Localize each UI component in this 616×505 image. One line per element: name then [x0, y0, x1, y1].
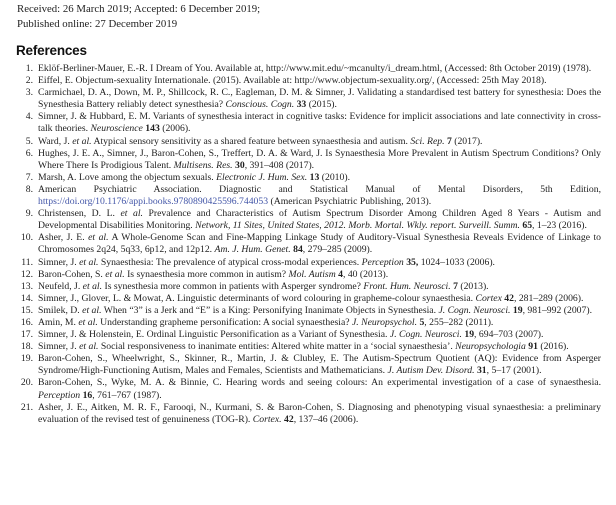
text-segment: Front. Hum. Neurosci. [363, 280, 451, 292]
text-segment: Eiffel, E. Objectum-sexuality Internationale. (2015). Available at: http://www.objectum-sexuality.org/, (Accessed: 25th May 2018). [38, 75, 547, 87]
text-segment: et al. [79, 341, 99, 353]
reference-number: 14. [20, 292, 33, 304]
text-segment: 30 [235, 159, 245, 171]
text-segment: , 694–703 (2007). [474, 329, 544, 341]
reference-item [17, 269, 601, 281]
text-segment: (2016). [537, 341, 569, 353]
text-segment: , 761–767 (1987). [92, 389, 162, 401]
reference-text [38, 377, 601, 401]
reference-number: 7. [25, 171, 33, 183]
text-segment: (American Psychiatric Publishing, 2013). [268, 196, 432, 208]
text-segment: Eklöf-Berliner-Mauer, E.-R. I Dream of You. Available at, http://www.mit.edu/~mcanulty/i_dream.html, (Accessed: 8th October 2019) (1978). [38, 63, 592, 74]
text-segment: Marsh, A. Love among the objectum sexuals. [38, 171, 217, 183]
text-segment: et al. [79, 256, 99, 268]
reference-item [17, 87, 601, 111]
reference-text [38, 353, 601, 377]
text-segment: et al. [78, 316, 98, 328]
text-segment: (2010). [319, 171, 350, 183]
reference-text [38, 329, 601, 341]
text-segment: Simner, J. & Holenstein, E. Ordinal Linguistic Personification as a Variant of Synesthesia. [38, 329, 390, 341]
text-segment: Asher, J. E. [38, 232, 89, 244]
text-segment: et al. [120, 208, 143, 220]
reference-item [17, 75, 601, 87]
text-segment: Social responsiveness to inanimate entities: Altered white matter in a ‘social synaesthesia’. [98, 341, 456, 353]
reference-number: 2. [25, 75, 33, 87]
reference-item [17, 317, 601, 329]
text-segment: Neuropsychologia [455, 341, 526, 353]
reference-number: 8. [25, 183, 33, 195]
reference-number: 12. [20, 268, 33, 280]
text-segment: Network, 11 Sites, United States, 2012. Morb. Mortal. Wkly. report. Surveill. Summ. [195, 220, 520, 232]
text-segment: J. Cogn. Neurosci. [389, 329, 462, 341]
reference-number: 21. [20, 401, 33, 413]
reference-text [38, 317, 601, 329]
reference-number: 19. [20, 353, 33, 365]
text-segment: 42 [284, 413, 294, 425]
reference-text [38, 281, 601, 293]
text-segment: 65 [522, 220, 533, 232]
text-segment: Cortex. [252, 413, 282, 425]
text-segment: Hughes, J. E. A., Simner, J., Baron-Cohen, S., Treffert, D. A. & Ward, J. Is Synaesthesia More Prevalent in Autism Spectrum Conditions? Only Where There Is Prodigious Talent. [38, 147, 601, 171]
text-segment: , 391–408 (2017). [244, 159, 315, 171]
text-segment: 31 [476, 365, 487, 377]
text-segment: J. Autism Dev. Disord. [387, 365, 475, 377]
text-segment: , 40 (2013). [342, 268, 389, 280]
reference-text [38, 341, 601, 353]
reference-item [17, 232, 601, 256]
text-segment: Conscious. Cogn. [225, 99, 295, 111]
reference-number: 4. [25, 111, 33, 123]
reference-item [17, 305, 601, 317]
doi-link[interactable]: https://doi.org/10.1176/appi.books.9780890425596.744053 [38, 196, 269, 208]
text-segment: et al. [105, 268, 125, 280]
reference-item [17, 341, 601, 353]
references-heading: References [16, 43, 87, 58]
reference-text [38, 257, 601, 269]
text-segment: Atypical sensory sensitivity as a shared feature between synaesthesia and autism. [91, 135, 411, 147]
reference-text [38, 402, 601, 426]
text-segment: Cortex [475, 292, 502, 304]
text-segment: , 1–23 (2016). [532, 220, 587, 232]
reference-text [38, 148, 601, 172]
text-segment: 19 [512, 304, 523, 316]
reference-number: 17. [20, 329, 33, 341]
reference-text [38, 111, 601, 135]
reference-item [17, 377, 601, 401]
reference-text [38, 208, 601, 232]
reference-item [17, 257, 601, 269]
text-segment: Smilek, D. [38, 304, 83, 316]
reference-number: 16. [20, 316, 33, 328]
text-segment: 16 [82, 389, 93, 401]
text-segment: Simner, J. [38, 341, 80, 353]
text-segment: Understanding grapheme personification: A social synaesthesia? [97, 316, 352, 328]
reference-number: 9. [25, 208, 33, 220]
text-segment: Electronic J. Hum. Sex. [216, 171, 308, 183]
reference-number: 1. [25, 63, 33, 74]
text-segment: , 279–285 (2009). [302, 244, 373, 256]
reference-item [17, 136, 601, 148]
text-segment: Mol. Autism [288, 268, 336, 280]
reference-item [17, 111, 601, 135]
text-segment: Carmichael, D. A., Down, M. P., Shillcock, R. C., Eagleman, D. M. & Simner, J. Validating a standardised test battery for synesthesia: Does the Synesthesia Battery reliably detect synesthesia? [38, 87, 601, 111]
text-segment: 91 [528, 341, 538, 353]
reference-text [38, 63, 601, 75]
text-segment: 33 [296, 99, 307, 111]
reference-number: 10. [20, 232, 33, 244]
reference-item [17, 172, 601, 184]
text-segment: American Psychiatric Association. Diagnostic and Statistical Manual of Mental Disorders, 5th Edition, [38, 183, 601, 195]
reference-text [38, 75, 601, 87]
reference-item [17, 353, 601, 377]
reference-number: 5. [25, 135, 33, 147]
reference-number: 11. [21, 256, 33, 268]
text-segment: Neufeld, J. [38, 280, 83, 292]
text-segment: Simner, J. & Hubbard, E. M. Variants of synesthesia interact in cognitive tasks: Evidence for implicit associations and late connectivity in cross-talk theories. [38, 111, 601, 135]
reference-item [17, 293, 601, 305]
text-segment: Multisens. Res. [173, 159, 233, 171]
text-segment: et al. [82, 280, 103, 292]
reference-number: 6. [25, 147, 33, 159]
text-segment: Amin, M. [38, 316, 79, 328]
text-segment: Sci. Rep. [410, 135, 445, 147]
text-segment: 143 [145, 123, 160, 135]
reference-item [17, 329, 601, 341]
text-segment: Simner, J., Glover, L. & Mowat, A. Linguistic determinants of word colouring in grapheme-colour synaesthesia. [38, 292, 476, 304]
text-segment: Perception [361, 256, 404, 268]
reference-number: 15. [20, 304, 33, 316]
published-online-line: Published online: 27 December 2019 [17, 18, 178, 30]
text-segment: (2017). [451, 135, 483, 147]
reference-item [17, 184, 601, 208]
text-segment: Baron-Cohen, S., Wyke, M. A. & Binnie, C. Hearing words and seeing colours: An experimental investigation of a case of synaesthesia. [38, 377, 601, 389]
text-segment: , 5–17 (2001). [486, 365, 542, 377]
reference-text [38, 293, 601, 305]
text-segment: 35, [406, 256, 419, 268]
text-segment: 7 [446, 135, 452, 147]
text-segment: , 281–289 (2006). [513, 292, 584, 304]
text-segment: 5 [419, 316, 425, 328]
text-segment: (2013). [457, 280, 489, 292]
text-segment: Prevalence and Characteristics of Autism Spectrum Disorder Among Children Aged 8 Years - Autism and Developmental Disabilities Monitoring. [38, 208, 601, 232]
reference-text [38, 172, 601, 184]
text-segment: Synaesthesia: The prevalence of atypical cross-modal experiences. [98, 256, 362, 268]
reference-number: 13. [20, 280, 33, 292]
text-segment: Perception [38, 389, 81, 401]
reference-text [38, 87, 601, 111]
text-segment: 7 [453, 280, 458, 292]
reference-text [38, 184, 601, 208]
text-segment: Neuroscience [90, 123, 143, 135]
reference-item [17, 208, 601, 232]
text-segment: , 137–46 (2006). [293, 413, 359, 425]
reference-item [17, 281, 601, 293]
dates-block [17, 0, 600, 32]
text-segment: (2006). [159, 123, 191, 135]
text-segment: 42 [504, 292, 514, 304]
text-segment: Ward, J. [38, 135, 73, 147]
text-segment: Baron-Cohen, S. [38, 268, 106, 280]
text-segment: 13 [309, 171, 320, 183]
reference-text [38, 136, 601, 148]
text-segment: 84 [293, 244, 303, 256]
text-segment: When “3” is a Jerk and “E” is a King: Personifying Inanimate Objects in Synesthesia. [101, 304, 439, 316]
text-segment: , 255–282 (2011). [424, 316, 494, 328]
reference-text [38, 269, 601, 281]
text-segment: 19 [464, 329, 475, 341]
reference-number: 3. [25, 87, 33, 99]
text-segment: , 981–992 (2007). [522, 304, 592, 316]
reference-item [17, 63, 601, 75]
text-segment: 4 [338, 268, 343, 280]
received-accepted-line: Received: 26 March 2019; Accepted: 6 December 2019; [17, 3, 261, 15]
reference-item [17, 402, 601, 426]
text-segment: 1024–1033 (2006). [418, 256, 495, 268]
text-segment: et al. [82, 304, 102, 316]
text-segment: Is synaesthesia more common in autism? [124, 268, 289, 280]
text-segment: et al. [72, 135, 92, 147]
text-segment: Am. J. Hum. Genet. [214, 244, 291, 256]
text-segment: Is synesthesia more common in patients with Asperger syndrome? [102, 280, 364, 292]
text-segment: A Whole-Genome Scan and Fine-Mapping Linkage Study of Auditory-Visual Synesthesia Reveals Evidence of Linkage to Chromosomes 2q24, 5q33, 6p12, and 12p12. [38, 232, 601, 256]
text-segment: Asher, J. E., Aitken, M. R. F., Farooqi, N., Kurmani, S. & Baron-Cohen, S. Diagnosing and phenotyping visual synaesthesia: a preliminary evaluation of the revised test of genuineness (TOG-R). [38, 401, 601, 425]
text-segment: J. Neuropsychol. [351, 316, 418, 328]
text-segment: et al. [88, 232, 109, 244]
text-segment: Baron-Cohen, S., Wheelwright, S., Skinner, R., Martin, J. & Clubley, E. The Autism-Spectrum Quotient (AQ): Evidence from Asperger Syndrome/High-Functioning Autism, Males and Females, Scientists and Mathematicians. [38, 353, 601, 377]
text-segment: Christensen, D. L. [38, 208, 121, 220]
text-segment: J. Cogn. Neurosci. [438, 304, 511, 316]
text-segment: (2015). [306, 99, 337, 111]
text-segment: Simner, J. [38, 256, 80, 268]
reference-list [17, 63, 601, 426]
reference-number: 20. [20, 377, 33, 389]
reference-text [38, 232, 601, 256]
reference-number: 18. [20, 341, 33, 353]
reference-item [17, 148, 601, 172]
reference-text [38, 305, 601, 317]
